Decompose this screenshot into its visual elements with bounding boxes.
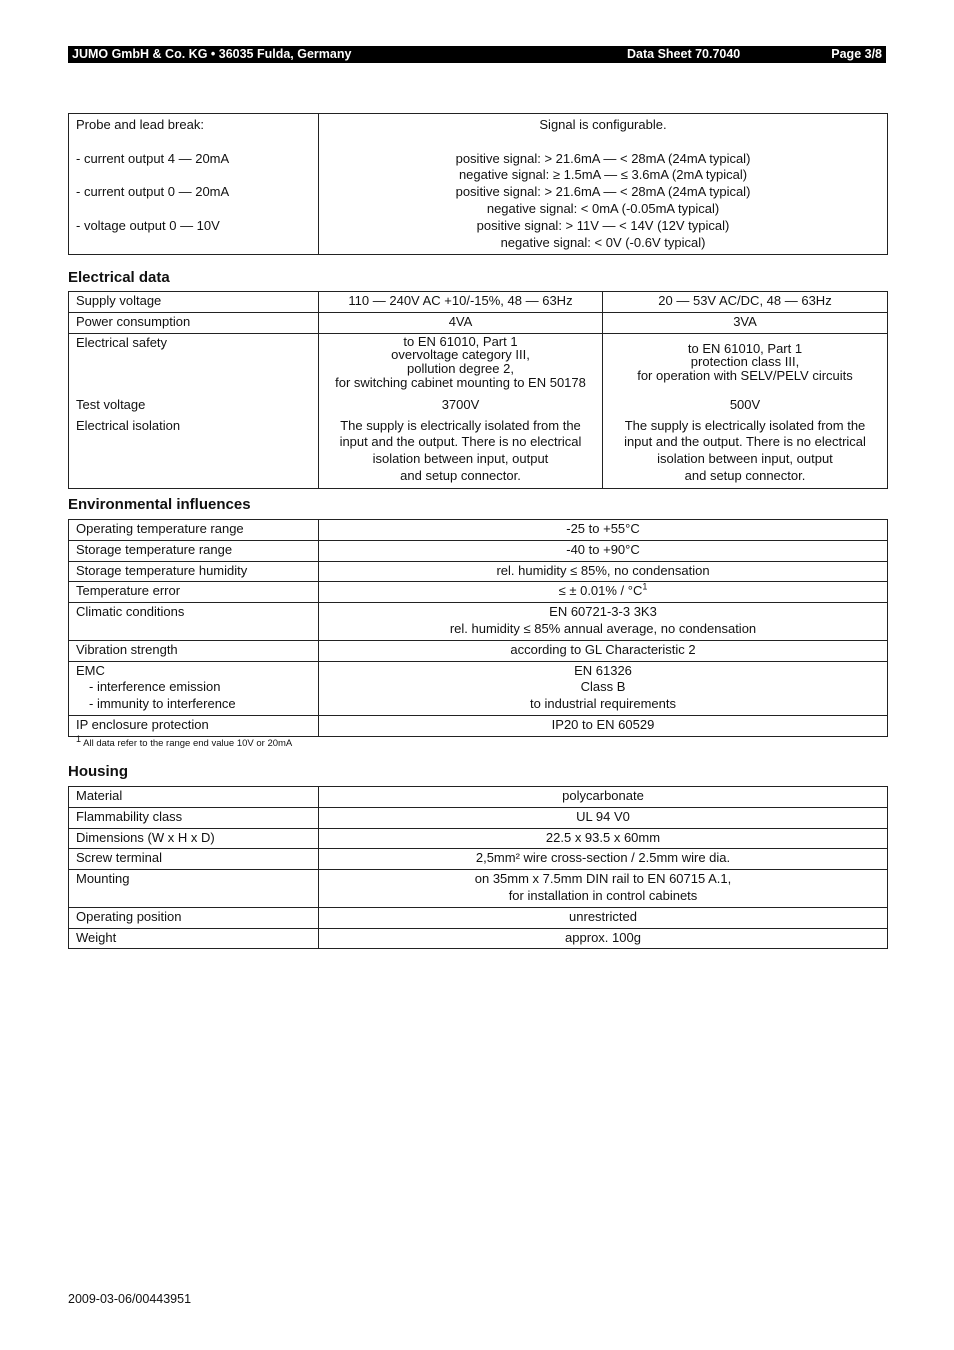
cell-label: Operating temperature range xyxy=(69,520,319,541)
signal-line: negative signal: < 0V (-0.6V typical) xyxy=(500,234,706,250)
signal-line: negative signal: < 0mA (-0.05mA typical) xyxy=(486,200,720,216)
cell-label xyxy=(69,661,319,715)
test-voltage: 500V xyxy=(729,396,761,412)
cell-value xyxy=(319,661,888,715)
emc-line: to industrial requirements xyxy=(530,696,676,712)
section-title-electrical: Electrical data xyxy=(68,269,170,286)
cell-label: IP enclosure protection xyxy=(69,715,319,736)
cell-value: polycarbonate xyxy=(319,787,888,808)
isolation-line: and setup connector. xyxy=(400,467,521,483)
cell-value xyxy=(319,870,888,908)
isolation-line: input and the output. There is no electrical xyxy=(624,434,866,450)
cell-label: Dimensions (W x H x D) xyxy=(69,828,319,849)
output-label: - current output 4 — 20mA xyxy=(76,150,230,166)
cell-value: IP20 to EN 60529 xyxy=(319,715,888,736)
page-header xyxy=(68,46,886,63)
cell-label: Operating position xyxy=(69,907,319,928)
cell-label: Mounting xyxy=(69,870,319,908)
cell-value xyxy=(603,333,888,488)
table-row xyxy=(69,928,888,949)
electrical-table xyxy=(68,291,888,489)
table-row xyxy=(69,561,888,582)
footnote-ref: 1 xyxy=(642,582,648,593)
cell-value xyxy=(319,603,888,641)
cell-label xyxy=(69,333,319,488)
isolation-line: The supply is electrically isolated from the xyxy=(624,417,866,433)
footnote-text: All data refer to the range end value 10V or 20mA xyxy=(83,738,293,749)
table-row xyxy=(69,640,888,661)
cell-value: approx. 100g xyxy=(319,928,888,949)
cell-label: Power consumption xyxy=(69,312,319,333)
cell-value: 110 — 240V AC +10/-15%, 48 — 63Hz xyxy=(319,292,603,313)
cell-value: unrestricted xyxy=(319,907,888,928)
temperature-error-value: ≤ ± 0.01% / °C xyxy=(558,583,643,599)
isolation-line: isolation between input, output xyxy=(657,451,833,467)
table-row xyxy=(69,870,888,908)
safety-line: for switching cabinet mounting to EN 50178 xyxy=(335,374,586,390)
signal-line: positive signal: > 11V — < 14V (12V typical) xyxy=(476,217,730,233)
cell-label: Weight xyxy=(69,928,319,949)
cell-value: 4VA xyxy=(319,312,603,333)
table-row xyxy=(69,907,888,928)
cell-value: 2,5mm² wire cross-section / 2.5mm wire dia. xyxy=(319,849,888,870)
probe-values xyxy=(319,114,888,255)
table-row xyxy=(69,333,888,488)
document-id: 2009-03-06/00443951 xyxy=(68,1292,192,1306)
table-row xyxy=(69,520,888,541)
cell-label: Temperature error xyxy=(69,582,319,603)
safety-line: overvoltage category III, xyxy=(391,347,530,363)
cell-label: Storage temperature range xyxy=(69,540,319,561)
isolation-line: isolation between input, output xyxy=(372,451,549,467)
emc-line: EN 61326 xyxy=(574,662,632,678)
probe-break-table xyxy=(68,113,888,255)
housing-table xyxy=(68,786,888,949)
output-label: - voltage output 0 — 10V xyxy=(76,217,220,233)
emc-sub-label: - interference emission xyxy=(89,679,221,695)
table-row xyxy=(69,661,888,715)
mounting-line: on 35mm x 7.5mm DIN rail to EN 60715 A.1, xyxy=(474,871,732,887)
cell-label: Screw terminal xyxy=(69,849,319,870)
table-row xyxy=(69,828,888,849)
cell-value: 3VA xyxy=(603,312,888,333)
output-label: - current output 0 — 20mA xyxy=(76,184,230,200)
signal-line: positive signal: > 21.6mA — < 28mA (24mA typical) xyxy=(455,150,751,166)
table-row xyxy=(69,292,888,313)
table-row xyxy=(69,582,888,603)
table-row xyxy=(69,312,888,333)
table-row xyxy=(69,715,888,736)
cell-value xyxy=(319,582,888,603)
test-voltage: 3700V xyxy=(441,396,480,412)
table-row xyxy=(69,807,888,828)
footnote xyxy=(76,733,293,749)
isolation-label: Electrical isolation xyxy=(76,417,181,433)
page-number: Page 3/8 xyxy=(831,47,882,61)
cell-value: UL 94 V0 xyxy=(319,807,888,828)
emc-label: EMC xyxy=(76,662,105,678)
cell-value xyxy=(319,333,603,488)
table-row xyxy=(69,787,888,808)
section-title-environment: Environmental influences xyxy=(68,496,251,513)
probe-labels xyxy=(69,114,319,255)
table-row xyxy=(69,603,888,641)
signal-line: negative signal: ≥ 1.5mA — ≤ 3.6mA (2mA typical) xyxy=(458,167,748,183)
climatic-line: rel. humidity ≤ 85% annual average, no condensation xyxy=(449,620,757,636)
cell-label: Climatic conditions xyxy=(69,603,319,641)
probe-value: Signal is configurable. xyxy=(539,117,667,132)
test-label: Test voltage xyxy=(76,396,146,412)
emc-line: Class B xyxy=(580,679,626,695)
safety-label: Electrical safety xyxy=(76,334,168,350)
table-row xyxy=(69,540,888,561)
safety-line: protection class III, xyxy=(690,354,800,370)
company-name: JUMO GmbH & Co. KG • 36035 Fulda, Germany xyxy=(72,47,352,61)
cell-value: according to GL Characteristic 2 xyxy=(319,640,888,661)
safety-line: for operation with SELV/PELV circuits xyxy=(637,368,853,384)
isolation-line: The supply is electrically isolated from the xyxy=(340,417,581,433)
cell-label: Flammability class xyxy=(69,807,319,828)
isolation-line: input and the output. There is no electrical xyxy=(339,434,582,450)
cell-value: 22.5 x 93.5 x 60mm xyxy=(319,828,888,849)
safety-line: to EN 61010, Part 1 xyxy=(687,340,803,356)
probe-label: Probe and lead break: xyxy=(76,117,204,132)
cell-value: rel. humidity ≤ 85%, no condensation xyxy=(319,561,888,582)
footnote-mark: 1 xyxy=(76,733,82,744)
cell-value: -25 to +55°C xyxy=(319,520,888,541)
cell-label: Vibration strength xyxy=(69,640,319,661)
environment-table xyxy=(68,519,888,737)
cell-value: -40 to +90°C xyxy=(319,540,888,561)
section-title-housing: Housing xyxy=(68,763,128,780)
climatic-line: EN 60721-3-3 3K3 xyxy=(549,604,657,620)
safety-line: to EN 61010, Part 1 xyxy=(403,333,518,349)
cell-label: Material xyxy=(69,787,319,808)
safety-line: pollution degree 2, xyxy=(407,361,514,377)
table-row xyxy=(69,114,888,255)
signal-line: positive signal: > 21.6mA — < 28mA (24mA typical) xyxy=(455,184,751,200)
cell-label: Storage temperature humidity xyxy=(69,561,319,582)
isolation-line: and setup connector. xyxy=(684,467,806,483)
mounting-line: for installation in control cabinets xyxy=(508,887,698,903)
table-row xyxy=(69,849,888,870)
datasheet-number: Data Sheet 70.7040 xyxy=(627,47,741,61)
cell-label: Supply voltage xyxy=(69,292,319,313)
emc-sub-label: - immunity to interference xyxy=(89,696,236,712)
cell-value: 20 — 53V AC/DC, 48 — 63Hz xyxy=(603,292,888,313)
